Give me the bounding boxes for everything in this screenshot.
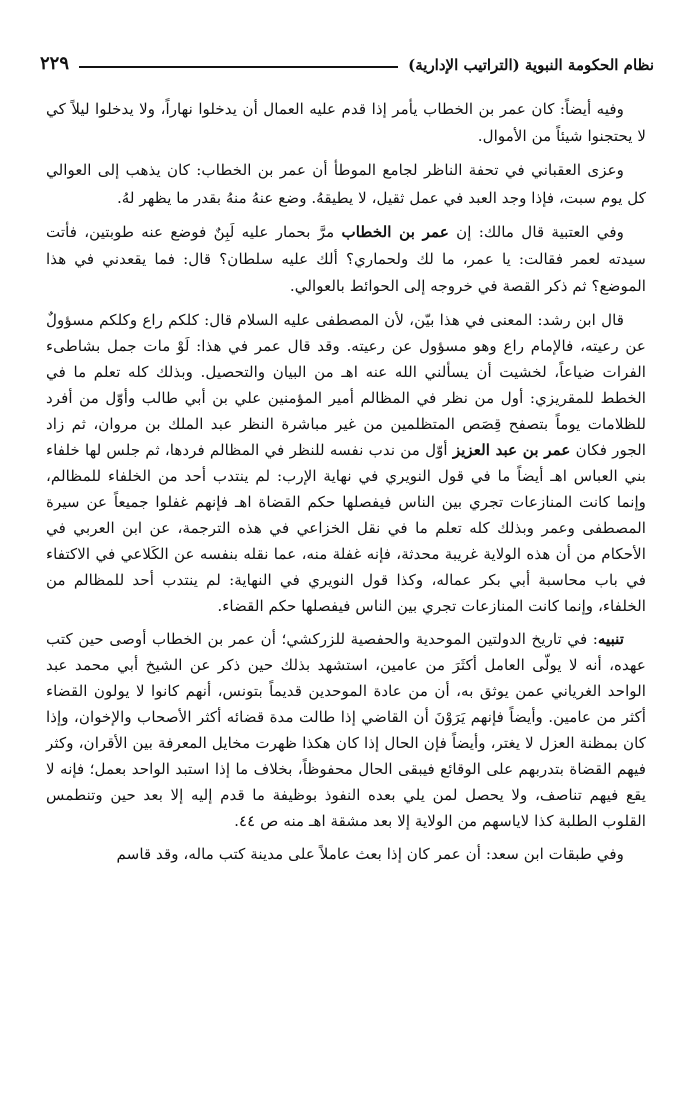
paragraph-2: وعزى العقباني في تحفة الناظر لجامع الموطأ أن عمر بن الخطاب: كان يذهب إلى العوالي كل يوم سبت، فإذا وجد العبد في عمل ثقيل، لا يطيقهُ. وضع عنهُ منهُ بقدر ما يظهر لهُ. [46,161,646,207]
paragraph-4-bold-name: عمر بن عبد العزيز [452,441,571,460]
paragraph-6: وفي طبقات ابن سعد: أن عمر كان إذا بعث عاملاً على مدينة كتب ماله، وقد قاسم [116,845,624,864]
paragraph-4 [46,307,646,619]
paragraph-3-part-1: وفي العتبية قال مالك: إن [448,222,624,241]
paragraph-3 [46,219,646,301]
page-number: ٢٢٩ [40,53,70,74]
paragraph-5 [46,626,646,834]
header-title: نظام الحكومة النبوية (التراتيب الإدارية) [408,56,654,74]
header-rule [79,66,398,68]
running-header [40,44,654,74]
page-body [46,96,646,876]
paragraph-4-part-2: أوّل من ندب نفسه للنظر في المظالم فردها، ثم جلس لها خلفاء بني العباس اهـ أيضاً ما في قول النويري في نهاية الإرب: لم ينتدب أحد من الخلفاء للمظالم، وإنما كانت المنازعات تجري بين الناس فيفصلها حكم القضاة اهـ فإنهم غفلوا جميعاً عن سيرة المصطفى وعمر وبذلك كله تعلم ما في نقل الخزاعي في هذه الترجمة، عن ابن العربي في الأحكام من أن هذه الولاية غريبة محدثة، فإنه غفلة منه، عما نقله بنفسه عن الكَلاعي في الاكتفاء في باب محاسبة أبي بكر عماله، وكذا قول النويري في النهاية: لم ينتدب أحد للمظالم من الخلفاء، وإنما كانت المنازعات تجري بين الناس فيفصلها حكم القضاء. [46,441,646,616]
paragraph-3-part-2: مرَّ بحمار عليه لَبِنٌ فوضع عنه طوبتين، فأتت سيدته لعمر فقالت: يا عمر، ما لك ولحماري؟ ألك عليه سلطان؟ قال: فما يقعدني في هذا الموضع؟ ثم ذكر القصة في خروجه إلى الحوائط بالعوالي. [46,222,646,296]
paragraph-5-note-label: تنبيه [597,630,624,649]
paragraph-1: وفيه أيضاً: كان عمر بن الخطاب يأمر إذا قدم عليه العمال أن يدخلوا نهاراً، ولا يدخلوا ليلاً كي لا يحتجنوا شيئاً من الأموال. [46,100,646,146]
paragraph-5-part-2: : في تاريخ الدولتين الموحدية والحفصية للزركشي؛ أن عمر بن الخطاب أوصى حين كتب عهده، أنه لا يولّى العامل أكثَرَ من عامين، استشهد بذلك حين ذكر عن الشيخ أبي محمد عبد الواحد الغرياني عمن يوثق به، أن من عادة الموحدين قديماً بتونس، أنهم كانوا لا يولون القضاء أكثر من عامين. وأيضاً فإنهم يَرَوْنَ أن القاضي إذا طالت مدة قضائه أكثر الأصحاب والإخوان، وإذا كان بمظنة العزل لا يغتر، وأيضاً فإن الحال إذا كان هكذا ظهرت مخايل المعرفة بين الأقران، وكثر فيهم القضاة بتدربهم على الوقائع فيبقى الحال محفوظاً، بخلاف ما إذا استبد الواحد بعمل؛ فإنه لا يقع فيهم تناصف، ولا يحصل لمن يلي بعده النفوذ بوظيفة ما قدم إليه إلا بعد حين وتنطمس القلوب الطلبة كذا لاياسهم من الولاية إلا بعد مشقة اهـ منه ص ٤٤. [46,630,646,831]
paragraph-3-bold-name: عمر بن الخطاب [341,222,449,241]
paragraph-4-part-1: قال ابن رشد: المعنى في هذا بيّن، لأن المصطفى عليه السلام قال: كلكم راع وكلكم مسؤولٌ عن رعيته، فالإمام راع وهو مسؤول عن رعيته. وقد قال عمر في هذا: لَوْ مات جمل بشاطىء الفرات ضياعاً، لخشيت أن يسألني الله عنه اهـ من البيان والتحصيل. وبذلك كله تعلم ما في الخطط للمقريزي: أول من نظر في المظالم أمير المؤمنين علي بن أبي طالب وأوّل من أفرد للظلامات يوماً بتصفح قِصَص المتظلمين من غير مباشرة النظر عبد الملك بن مروان، ثم زاد الجور فكان [46,311,646,460]
